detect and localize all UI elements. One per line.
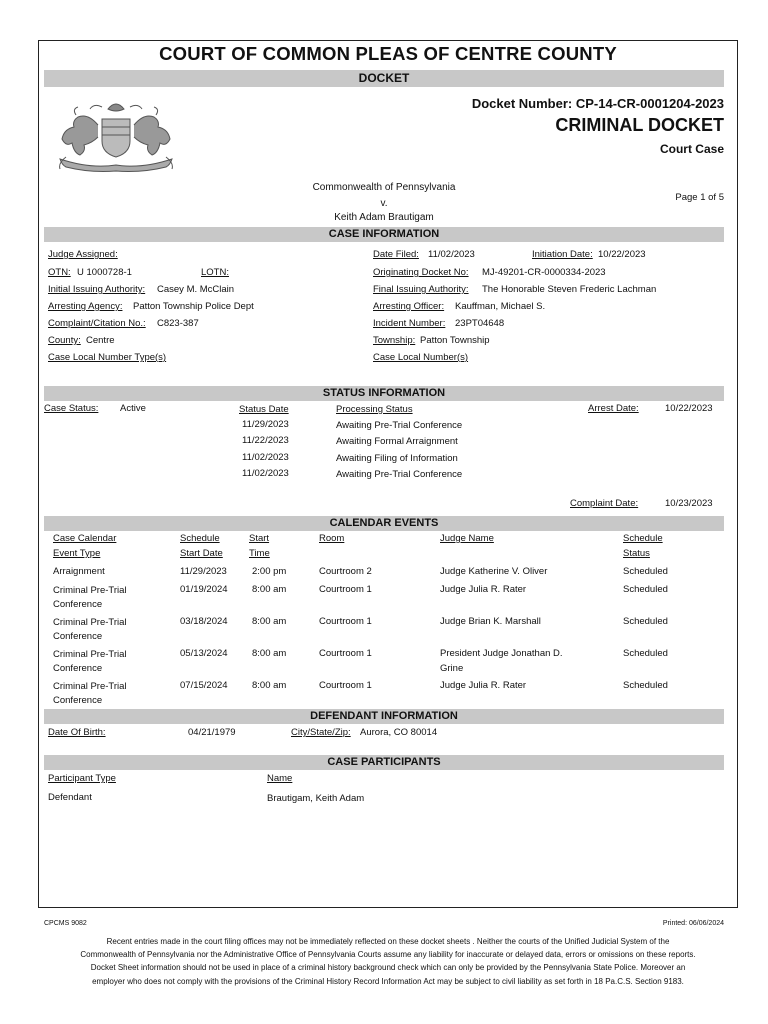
calendar-row-date: 05/13/2024 bbox=[180, 648, 228, 659]
disclaimer-text: Recent entries made in the court filing offices may not be immediately reflected on these docket sheets . Neither the courts of the Unified Judicial System of the Commonwealth of Pennsylvania nor the Administrative Office of Pennsylvania Courts assume any liability for inaccurate or delayed data, errors or omissions on these reports. Docket Sheet information should not be used in place of a criminal history background check which can only be provided by the Pennsylvania State Police. Moreover an employer who does not comply with the provisions of the Criminal History Record Information Act may be subject to civil liability as set forth in 18 Pa.C.S. Section 9183. bbox=[80, 937, 696, 986]
calendar-row-status: Scheduled bbox=[623, 584, 668, 595]
case-participants-bar: CASE PARTICIPANTS bbox=[44, 755, 724, 770]
calendar-row-date: 11/29/2023 bbox=[180, 566, 227, 577]
calendar-row-type: Arraignment bbox=[53, 566, 105, 577]
schedule-date-header: Start Date bbox=[180, 548, 223, 559]
township-label: Township: bbox=[373, 335, 416, 346]
county-label: County: bbox=[48, 335, 81, 346]
otn-label: OTN: bbox=[48, 267, 71, 278]
final-issuing-label: Final Issuing Authority: bbox=[373, 284, 469, 295]
date-filed-value: 11/02/2023 bbox=[428, 249, 475, 260]
calendar-row-judge: Judge Brian K. Marshall bbox=[440, 616, 541, 627]
city-state-zip-value: Aurora, CO 80014 bbox=[360, 727, 438, 738]
calendar-row-judge: Judge Julia R. Rater bbox=[440, 680, 527, 691]
start-time-header: Start bbox=[249, 533, 270, 544]
caption-plaintiff: Commonwealth of Pennsylvania bbox=[312, 182, 456, 193]
calendar-events-bar: CALENDAR EVENTS bbox=[44, 516, 724, 531]
originating-docket-label: Originating Docket No: bbox=[373, 267, 469, 278]
arrest-date-value: 10/22/2023 bbox=[665, 403, 713, 414]
calendar-row-time: 8:00 am bbox=[252, 616, 287, 627]
lotn-label: LOTN: bbox=[201, 267, 229, 278]
schedule-status-header: Schedule bbox=[623, 533, 663, 544]
case-status-label: Case Status: bbox=[44, 403, 99, 414]
date-filed-label: Date Filed: bbox=[373, 249, 419, 260]
calendar-row-type: Criminal Pre-Trial bbox=[53, 681, 127, 692]
incident-label: Incident Number: bbox=[373, 318, 446, 329]
calendar-row-room: Courtroom 1 bbox=[319, 680, 372, 691]
initiation-date-label: Initiation Date: bbox=[532, 249, 593, 260]
county-value: Centre bbox=[86, 335, 115, 346]
calendar-row-time: 8:00 am bbox=[252, 648, 287, 659]
calendar-row-date: 03/18/2024 bbox=[180, 616, 228, 627]
docket-type: CRIMINAL DOCKET bbox=[555, 115, 724, 135]
dob-label: Date Of Birth: bbox=[48, 727, 106, 738]
start-time-header: Time bbox=[249, 548, 270, 559]
city-state-zip-label: City/State/Zip: bbox=[291, 727, 351, 738]
dob-value: 04/21/1979 bbox=[188, 727, 236, 738]
calendar-row-date: 07/15/2024 bbox=[180, 680, 228, 691]
calendar-row-judge: Grine bbox=[440, 663, 464, 674]
case-information-bar: CASE INFORMATION bbox=[44, 227, 724, 242]
arresting-agency-value: Patton Township Police Dept bbox=[133, 301, 254, 312]
docket-bar: DOCKET bbox=[44, 70, 724, 87]
status-row-date: 11/29/2023 bbox=[242, 419, 289, 430]
initial-issuing-label: Initial Issuing Authority: bbox=[48, 284, 146, 295]
caption-versus: v. bbox=[380, 198, 388, 209]
status-information-bar: STATUS INFORMATION bbox=[44, 386, 724, 401]
calendar-row-type: Conference bbox=[53, 599, 103, 610]
caption-defendant: Keith Adam Brautigam bbox=[334, 212, 434, 223]
township-value: Patton Township bbox=[420, 335, 490, 346]
status-row-date: 11/02/2023 bbox=[242, 452, 289, 463]
status-row-date: 11/22/2023 bbox=[242, 435, 289, 446]
calendar-row-time: 8:00 am bbox=[252, 584, 287, 595]
case-status-value: Active bbox=[120, 403, 146, 414]
calendar-row-room: Courtroom 1 bbox=[319, 584, 372, 595]
calendar-row-type: Conference bbox=[53, 631, 103, 642]
calendar-row-time: 2:00 pm bbox=[252, 566, 287, 577]
calendar-row-status: Scheduled bbox=[623, 616, 668, 627]
processing-status-header: Processing Status bbox=[336, 404, 413, 415]
event-type-header: Event Type bbox=[53, 548, 101, 559]
arrest-date-label: Arrest Date: bbox=[588, 403, 639, 414]
judge-assigned-label: Judge Assigned: bbox=[48, 249, 118, 260]
calendar-row-room: Courtroom 2 bbox=[319, 566, 372, 577]
calendar-row-type: Conference bbox=[53, 663, 103, 674]
calendar-row-judge: Judge Julia R. Rater bbox=[440, 584, 527, 595]
otn-value: U 1000728-1 bbox=[77, 267, 132, 278]
case-kind: Court Case bbox=[659, 142, 724, 156]
participant-row-name: Brautigam, Keith Adam bbox=[267, 793, 365, 804]
calendar-row-status: Scheduled bbox=[623, 680, 668, 691]
local-number-type-label: Case Local Number Type(s) bbox=[48, 352, 167, 363]
status-row-status: Awaiting Pre-Trial Conference bbox=[336, 469, 463, 480]
final-issuing-value: The Honorable Steven Frederic Lachman bbox=[482, 284, 657, 295]
arresting-agency-label: Arresting Agency: bbox=[48, 301, 123, 312]
calendar-row-type: Criminal Pre-Trial bbox=[53, 617, 127, 628]
calendar-row-judge: President Judge Jonathan D. bbox=[440, 648, 563, 659]
status-row-date: 11/02/2023 bbox=[242, 468, 289, 479]
complaint-date-label: Complaint Date: bbox=[570, 498, 639, 509]
calendar-row-type: Conference bbox=[53, 695, 103, 706]
status-row-status: Awaiting Formal Arraignment bbox=[336, 436, 458, 447]
calendar-row-type: Criminal Pre-Trial bbox=[53, 585, 127, 596]
calendar-row-room: Courtroom 1 bbox=[319, 648, 372, 659]
judge-name-header: Judge Name bbox=[440, 533, 494, 544]
calendar-row-date: 01/19/2024 bbox=[180, 584, 228, 595]
status-date-header: Status Date bbox=[239, 404, 289, 415]
court-title: COURT OF COMMON PLEAS OF CENTRE COUNTY bbox=[159, 43, 617, 64]
complaint-label: Complaint/Citation No.: bbox=[48, 318, 146, 329]
calendar-row-type: Criminal Pre-Trial bbox=[53, 649, 127, 660]
calendar-row-status: Scheduled bbox=[623, 648, 668, 659]
participant-name-header: Name bbox=[267, 773, 293, 784]
defendant-information-bar: DEFENDANT INFORMATION bbox=[44, 709, 724, 724]
calendar-row-judge: Judge Katherine V. Oliver bbox=[440, 566, 548, 577]
complaint-date-value: 10/23/2023 bbox=[665, 498, 713, 509]
status-row-status: Awaiting Filing of Information bbox=[336, 453, 458, 464]
event-type-header: Case Calendar bbox=[53, 533, 117, 544]
incident-value: 23PT04648 bbox=[455, 318, 505, 329]
printed-date: Printed: 06/06/2024 bbox=[662, 920, 724, 927]
initial-issuing-value: Casey M. McClain bbox=[157, 284, 235, 295]
participant-row-type: Defendant bbox=[48, 792, 92, 803]
schedule-date-header: Schedule bbox=[180, 533, 220, 544]
local-numbers-label: Case Local Number(s) bbox=[373, 352, 469, 363]
coat-of-arms-icon bbox=[46, 95, 186, 175]
room-header: Room bbox=[319, 533, 345, 544]
form-id: CPCMS 9082 bbox=[44, 920, 87, 927]
originating-docket-value: MJ-49201-CR-0000334-2023 bbox=[482, 267, 606, 278]
arresting-officer-value: Kauffman, Michael S. bbox=[455, 301, 546, 312]
docket-number: Docket Number: CP-14-CR-0001204-2023 bbox=[471, 96, 724, 111]
calendar-row-room: Courtroom 1 bbox=[319, 616, 372, 627]
complaint-value: C823-387 bbox=[157, 318, 199, 329]
participant-type-header: Participant Type bbox=[48, 773, 116, 784]
initiation-date-value: 10/22/2023 bbox=[598, 249, 646, 260]
calendar-row-time: 8:00 am bbox=[252, 680, 287, 691]
calendar-row-status: Scheduled bbox=[623, 566, 668, 577]
status-row-status: Awaiting Pre-Trial Conference bbox=[336, 420, 463, 431]
schedule-status-header: Status bbox=[623, 548, 650, 559]
arresting-officer-label: Arresting Officer: bbox=[373, 301, 445, 312]
page-indicator: Page 1 of 5 bbox=[675, 192, 724, 203]
